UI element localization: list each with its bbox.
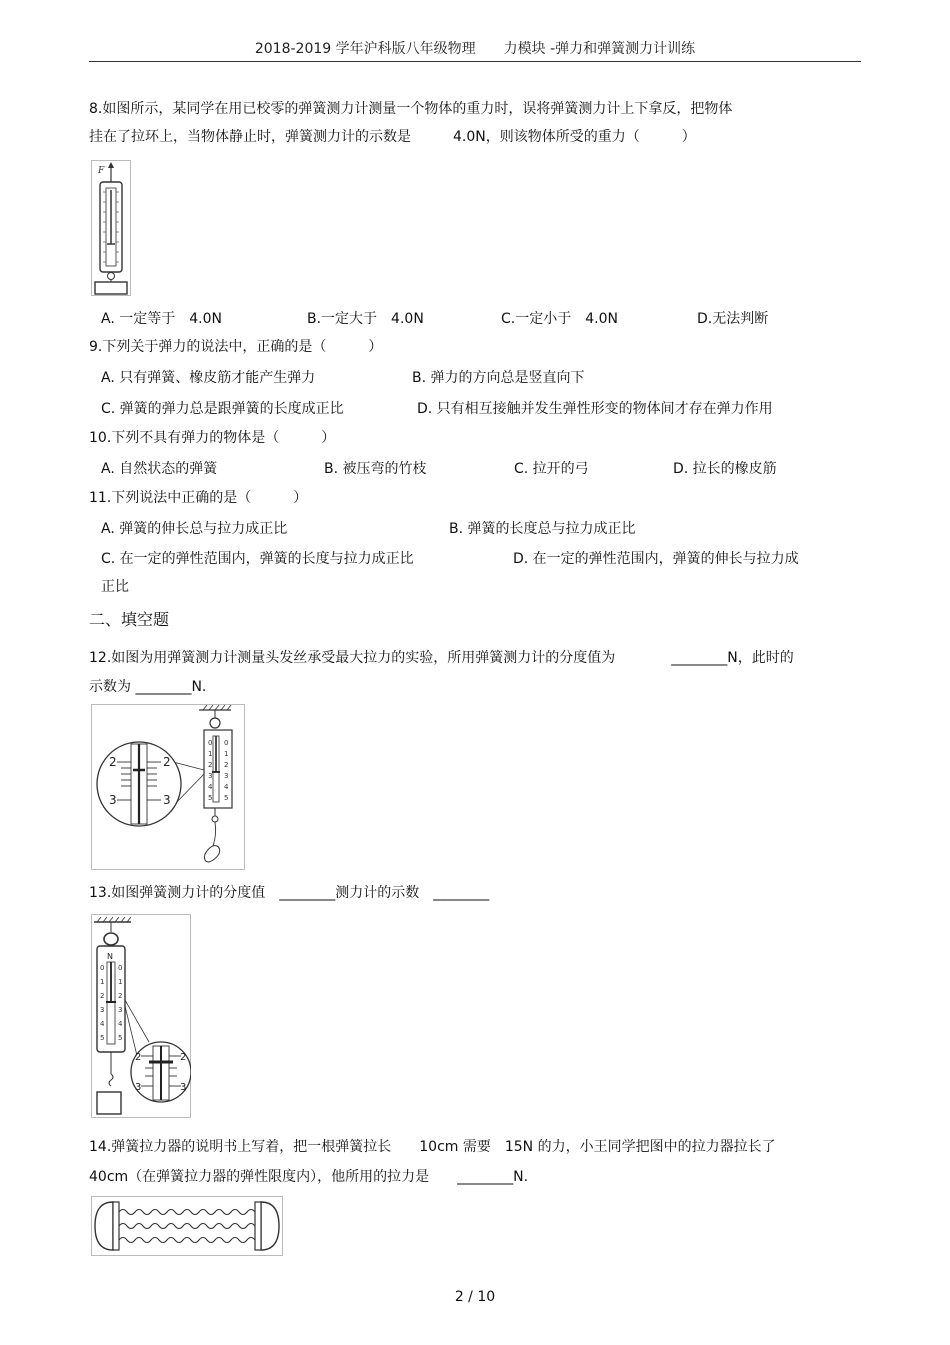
q10-option-c[interactable]: C. 拉开的弓 xyxy=(514,461,589,477)
q14-spring-expander-figure xyxy=(91,1196,283,1256)
page-header: 2018-2019 学年沪科版八年级物理 力模块 -弹力和弹簧测力计训练 xyxy=(254,41,696,57)
q8-spring-scale-figure xyxy=(91,160,131,296)
q12-scale-left-0: 0 xyxy=(208,739,213,747)
section-title-fill-in: 二、填空题 xyxy=(89,610,170,629)
q8-option-c[interactable]: C.一定小于 4.0N xyxy=(501,311,618,327)
page-number: 2 / 10 xyxy=(454,1289,496,1305)
q11-option-a[interactable]: A. 弹簧的伸长总与拉力成正比 xyxy=(101,521,288,537)
q12-scale-left-5: 5 xyxy=(208,794,213,802)
q12-scale-left-4: 4 xyxy=(208,783,213,791)
q11-option-d[interactable]: D. 在一定的弹性范围内，弹簧的伸长与拉力成 xyxy=(513,551,799,567)
q12-zoom-label-2-right: 2 xyxy=(163,755,171,769)
q8-option-a[interactable]: A. 一定等于 4.0N xyxy=(101,311,222,327)
q13-scale-unit: N xyxy=(107,952,113,961)
q12-scale-left-1: 1 xyxy=(208,750,213,758)
q13-scale-right-4: 4 xyxy=(118,1020,123,1028)
q12-hair-tension-figure xyxy=(91,704,245,870)
q13-scale-right-5: 5 xyxy=(118,1034,123,1042)
q12-scale-right-2: 2 xyxy=(224,761,229,769)
q13-scale-right-2: 2 xyxy=(118,992,123,1000)
q9-stem: 9.下列关于弹力的说法中，正确的是（ ） xyxy=(89,339,383,355)
q13-zoom-label-2-left: 2 xyxy=(135,1052,142,1063)
q8-option-d[interactable]: D.无法判断 xyxy=(697,311,769,327)
q13-scale-left-2: 2 xyxy=(100,992,105,1000)
q8-figure-force-label: F xyxy=(98,166,105,176)
q11-option-d-continued: 正比 xyxy=(101,579,129,595)
q9-option-d[interactable]: D. 只有相互接触并发生弹性形变的物体间才存在弹力作用 xyxy=(417,401,773,417)
q9-option-b[interactable]: B. 弹力的方向总是竖直向下 xyxy=(412,370,585,386)
q8-stem-line1: 8.如图所示，某同学在用已校零的弹簧测力计测量一个物体的重力时，误将弹簧测力计上下拿反，把物体 xyxy=(89,101,733,117)
q12-zoom-label-2-left: 2 xyxy=(109,755,117,769)
q12-scale-left-2: 2 xyxy=(208,761,213,769)
q12-stem-line1: 12.如图为用弹簧测力计测量头发丝承受最大拉力的实验，所用弹簧测力计的分度值为 ________N，此时的 xyxy=(89,650,794,666)
q13-scale-right-1: 1 xyxy=(118,978,123,986)
q13-spring-scale-figure xyxy=(91,914,191,1118)
q13-scale-left-1: 1 xyxy=(100,978,105,986)
q13-scale-right-3: 3 xyxy=(118,1006,123,1014)
header-rule xyxy=(89,61,861,62)
q12-scale-right-1: 1 xyxy=(224,750,229,758)
q11-option-c[interactable]: C. 在一定的弹性范围内，弹簧的长度与拉力成正比 xyxy=(101,551,414,567)
q10-option-d[interactable]: D. 拉长的橡皮筋 xyxy=(673,461,777,477)
q8-option-b[interactable]: B.一定大于 4.0N xyxy=(307,311,424,327)
q12-scale-right-5: 5 xyxy=(224,794,229,802)
q13-zoom-label-3-left: 3 xyxy=(135,1082,142,1093)
q12-scale-right-3: 3 xyxy=(224,772,229,780)
q12-scale-right-4: 4 xyxy=(224,783,229,791)
q11-stem: 11.下列说法中正确的是（ ） xyxy=(89,490,308,506)
q12-zoom-label-3-right: 3 xyxy=(163,793,171,807)
q14-stem-line1: 14.弹簧拉力器的说明书上写着，把一根弹簧拉长 10cm 需要 15N 的力，小王同学把图中的拉力器拉长了 xyxy=(89,1139,776,1155)
q12-zoom-label-3-left: 3 xyxy=(109,793,117,807)
q13-scale-left-0: 0 xyxy=(100,964,105,972)
q12-scale-left-3: 3 xyxy=(208,772,213,780)
q13-zoom-label-3-right: 3 xyxy=(180,1082,187,1093)
q13-scale-right-0: 0 xyxy=(118,964,123,972)
q12-stem-line2: 示数为 ________N. xyxy=(89,679,207,695)
q9-option-c[interactable]: C. 弹簧的弹力总是跟弹簧的长度成正比 xyxy=(101,401,344,417)
q13-scale-left-5: 5 xyxy=(100,1034,105,1042)
q13-zoom-label-2-right: 2 xyxy=(180,1052,187,1063)
q8-stem-line2: 挂在了拉环上，当物体静止时，弹簧测力计的示数是 4.0N，则该物体所受的重力（ ） xyxy=(89,129,696,145)
q13-stem: 13.如图弹簧测力计的分度值 ________测力计的示数 ________ xyxy=(89,885,490,901)
q12-scale-right-0: 0 xyxy=(224,739,229,747)
q14-stem-line2: 40cm（在弹簧拉力器的弹性限度内），他所用的拉力是 ________N. xyxy=(89,1169,529,1185)
q10-stem: 10.下列不具有弹力的物体是（ ） xyxy=(89,430,336,446)
q11-option-b[interactable]: B. 弹簧的长度总与拉力成正比 xyxy=(449,521,636,537)
q9-option-a[interactable]: A. 只有弹簧、橡皮筋才能产生弹力 xyxy=(101,370,316,386)
q10-option-b[interactable]: B. 被压弯的竹枝 xyxy=(324,461,427,477)
q10-option-a[interactable]: A. 自然状态的弹簧 xyxy=(101,461,218,477)
q13-scale-left-4: 4 xyxy=(100,1020,105,1028)
q13-scale-left-3: 3 xyxy=(100,1006,105,1014)
